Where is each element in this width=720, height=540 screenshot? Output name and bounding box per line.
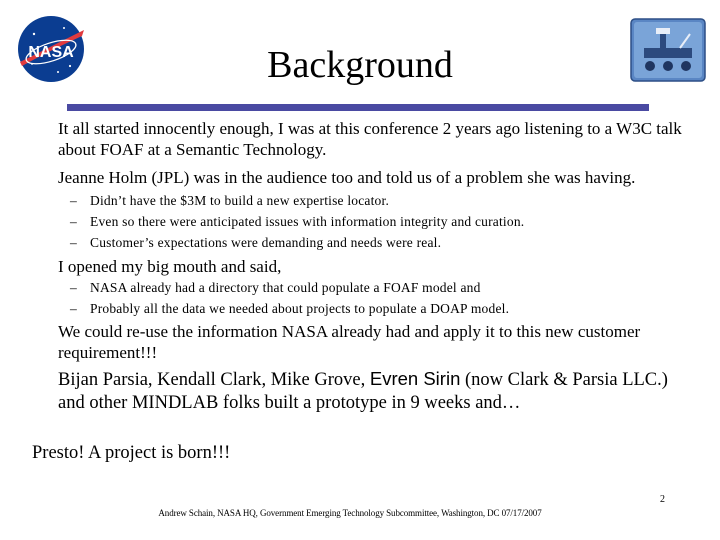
bullet-opened-mouth: I opened my big mouth and said, [58, 257, 282, 276]
rover-icon [630, 18, 706, 82]
sub-bullet [70, 232, 690, 253]
credits-name: Evren Sirin [369, 368, 461, 389]
sub-bullet [70, 298, 690, 319]
slide-title: Background [267, 44, 453, 86]
sub-bullet [70, 277, 690, 298]
dash-marker: – [70, 214, 77, 229]
sub-bullet-text: Even so there were anticipated issues with information integrity and curation. [90, 214, 525, 229]
sub-bullet-text: Didn’t have the $3M to build a new expertise locator. [90, 193, 390, 208]
title-divider [67, 104, 649, 111]
bullet-jeanne-holm: Jeanne Holm (JPL) was in the audience too and told us of a problem she was having. [58, 168, 636, 187]
credits-pre: Bijan Parsia, Kendall Clark, Mike Grove, [58, 370, 370, 390]
bullet-reuse: We could re-use the information NASA already had and apply it to this new customer requirement!!! [58, 322, 641, 362]
sub-bullet [70, 211, 690, 232]
dash-marker: – [70, 235, 77, 250]
rover-image [630, 18, 706, 82]
sub-bullet-text: Probably all the data we needed about projects to populate a DOAP model. [90, 301, 510, 316]
footer-text: Andrew Schain, NASA HQ, Government Emerging Technology Subcommittee, Washington, DC 07/17/2007 [158, 508, 542, 518]
sub-bullet [70, 190, 690, 211]
dash-marker: – [70, 280, 77, 295]
page-number: 2 [660, 494, 665, 505]
dash-marker: – [70, 193, 77, 208]
bullet-credits [58, 367, 698, 415]
dash-marker: – [70, 301, 77, 316]
bullet-intro: It all started innocently enough, I was at this conference 2 years ago listening to a W3C talk about FOAF at a Semantic Technology. [58, 119, 682, 159]
sub-bullet-text: NASA already had a directory that could populate a FOAF model and [90, 280, 481, 295]
logo-text: NASA [28, 44, 74, 61]
sub-bullet-text: Customer’s expectations were demanding and needs were real. [90, 235, 442, 250]
closing-line: Presto! A project is born!!! [32, 443, 231, 463]
credits-post: (now Clark & Parsia LLC.) and other MINDLAB folks built a prototype in 9 weeks and… [58, 370, 668, 413]
